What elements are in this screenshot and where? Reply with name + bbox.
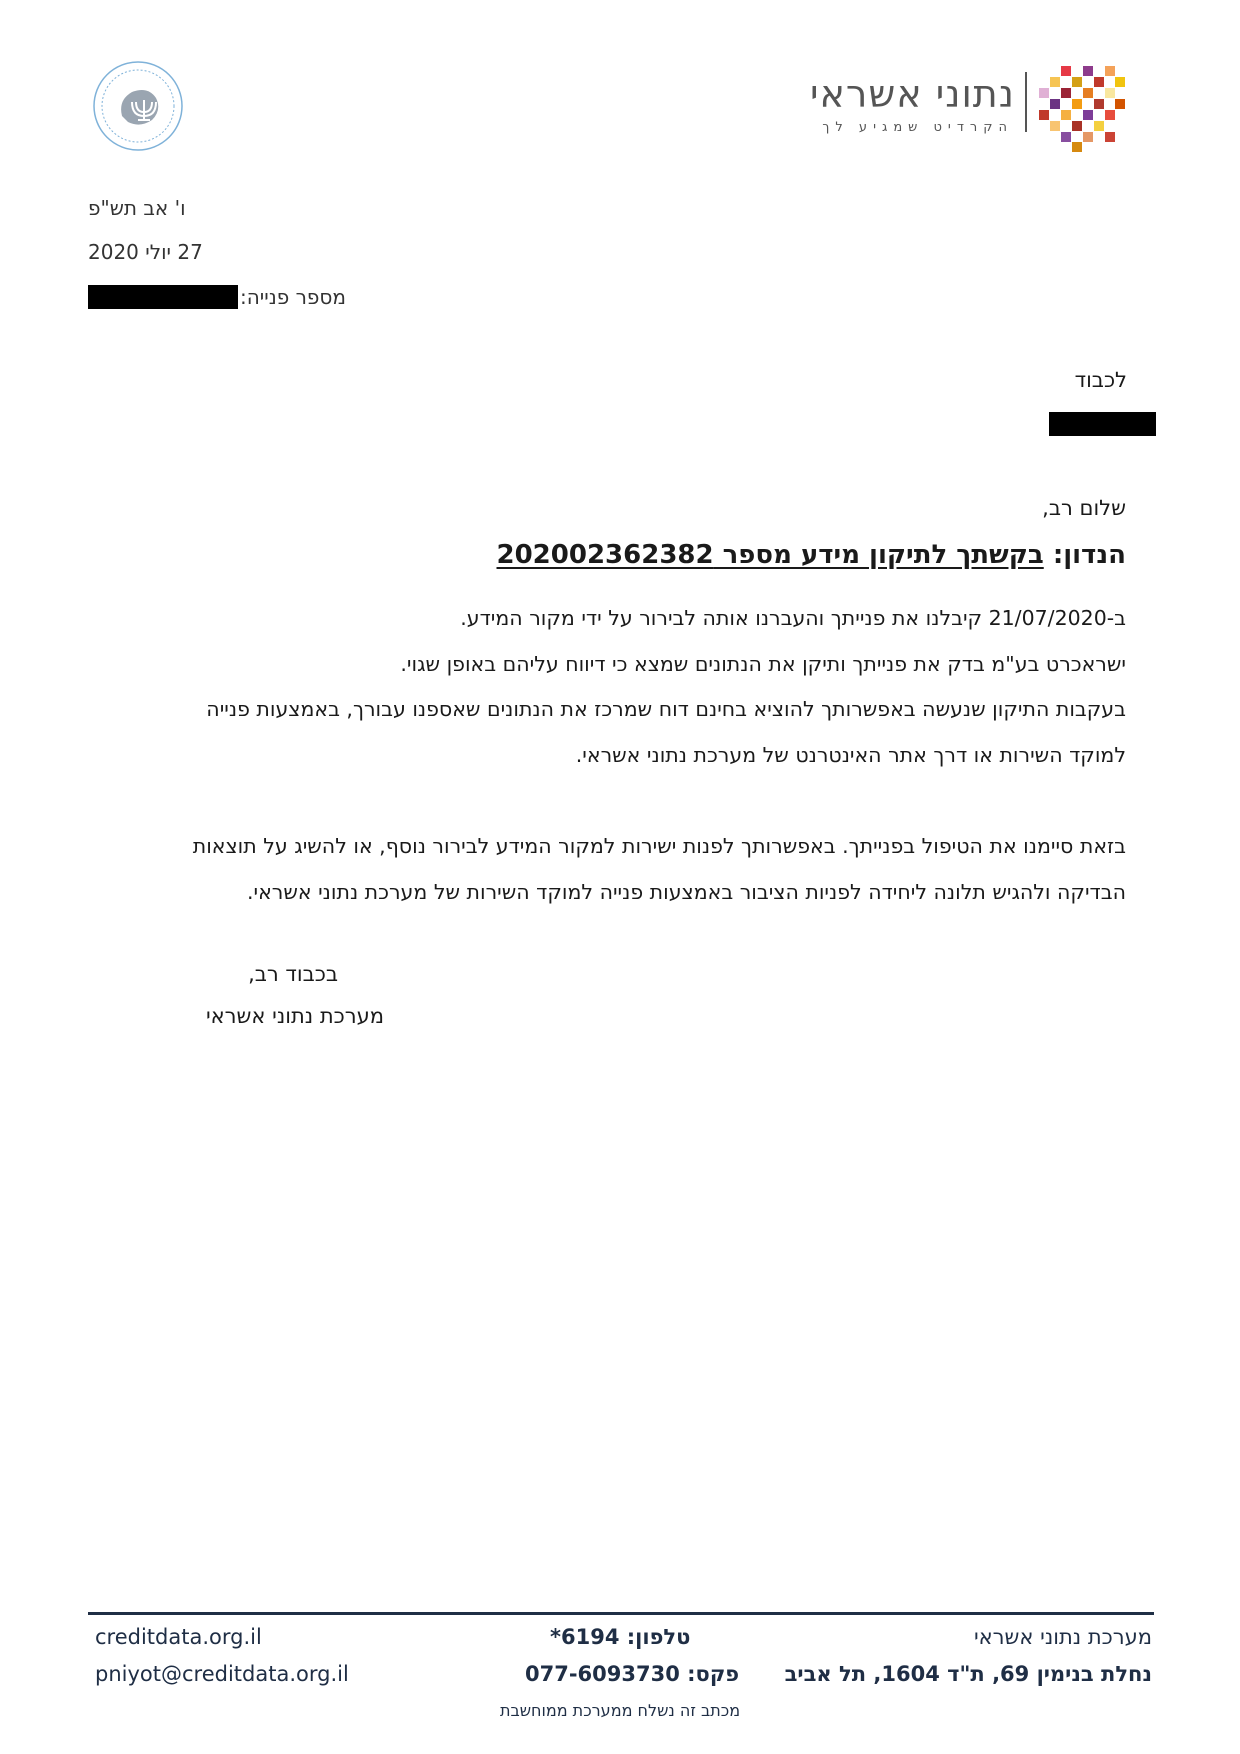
body-line: ב-21/07/2020 קיבלנו את פנייתך והעברנו אותה לבירור על ידי מקור המידע. (460, 606, 1126, 630)
footer-email-link[interactable]: pniyot@creditdata.org.il (95, 1662, 349, 1686)
brand-divider (1025, 72, 1027, 132)
body-line: הבדיקה ולהגיש תלונה ליחידה לפניות הציבור באמצעות פנייה למוקד השירות של מערכת נתוני אשראי. (246, 879, 1126, 904)
body-line: בזאת סיימנו את הטיפול בפנייתך. באפשרותך לפנות ישירות למקור המידע לבירור נוסף, או להשיג על תוצאות (192, 834, 1126, 858)
brand-tagline: הקרדיט שמגיע לך (822, 120, 1013, 135)
footer-phone: טלפון: 6194* (550, 1625, 691, 1649)
body-line: ישראכרט בע"מ בדק את פנייתך ותיקן את הנתונים שמצא כי דיווח עליהם באופן שגוי. (400, 651, 1126, 676)
greeting: שלום רב, (1042, 496, 1126, 520)
credit-data-logo (809, 58, 1125, 158)
footer-note: מכתב זה נשלח ממערכת ממוחשבת (499, 1701, 741, 1720)
footer-fax: פקס: 077-6093730 (525, 1662, 740, 1686)
signature: מערכת נתוני אשראי (205, 1004, 384, 1028)
subject-text: בקשתך לתיקון מידע מספר 202002362382 (496, 540, 1044, 570)
reference-label: מספר פנייה: (240, 284, 346, 309)
mosaic-logo-icon (1039, 66, 1125, 152)
hebrew-date: ו' אב תש"פ (88, 196, 186, 220)
subject-prefix: הנדון: (1052, 540, 1126, 570)
redacted-recipient-name (1049, 412, 1156, 436)
redacted-reference-number (88, 285, 238, 309)
bank-of-israel-seal-icon (92, 60, 184, 152)
body-paragraph-2 (76, 824, 1126, 915)
salutation: לכבוד (1074, 368, 1127, 392)
gregorian-date: 27 יולי 2020 (88, 240, 203, 264)
subject-line (497, 540, 1127, 570)
footer-address: נחלת בנימין 69, ת"ד 1604, תל אביב (784, 1662, 1152, 1686)
signoff: בכבוד רב, (248, 962, 338, 986)
footer-website-link[interactable]: creditdata.org.il (95, 1625, 262, 1649)
body-line: למוקד השירות או דרך אתר האינטרנט של מערכת נתוני אשראי. (575, 742, 1126, 767)
footer-org-name: מערכת נתוני אשראי (973, 1625, 1152, 1649)
brand-name: נתוני אשראי (809, 72, 1015, 116)
body-line: בעקבות התיקון שנעשה באפשרותך להוציא בחינם דוח שמרכז את הנתונים שאספנו עבורך, באמצעות פנייה (206, 697, 1126, 721)
body-paragraph-1 (76, 596, 1126, 778)
footer-divider (88, 1612, 1154, 1615)
reference-number-row (88, 283, 346, 309)
